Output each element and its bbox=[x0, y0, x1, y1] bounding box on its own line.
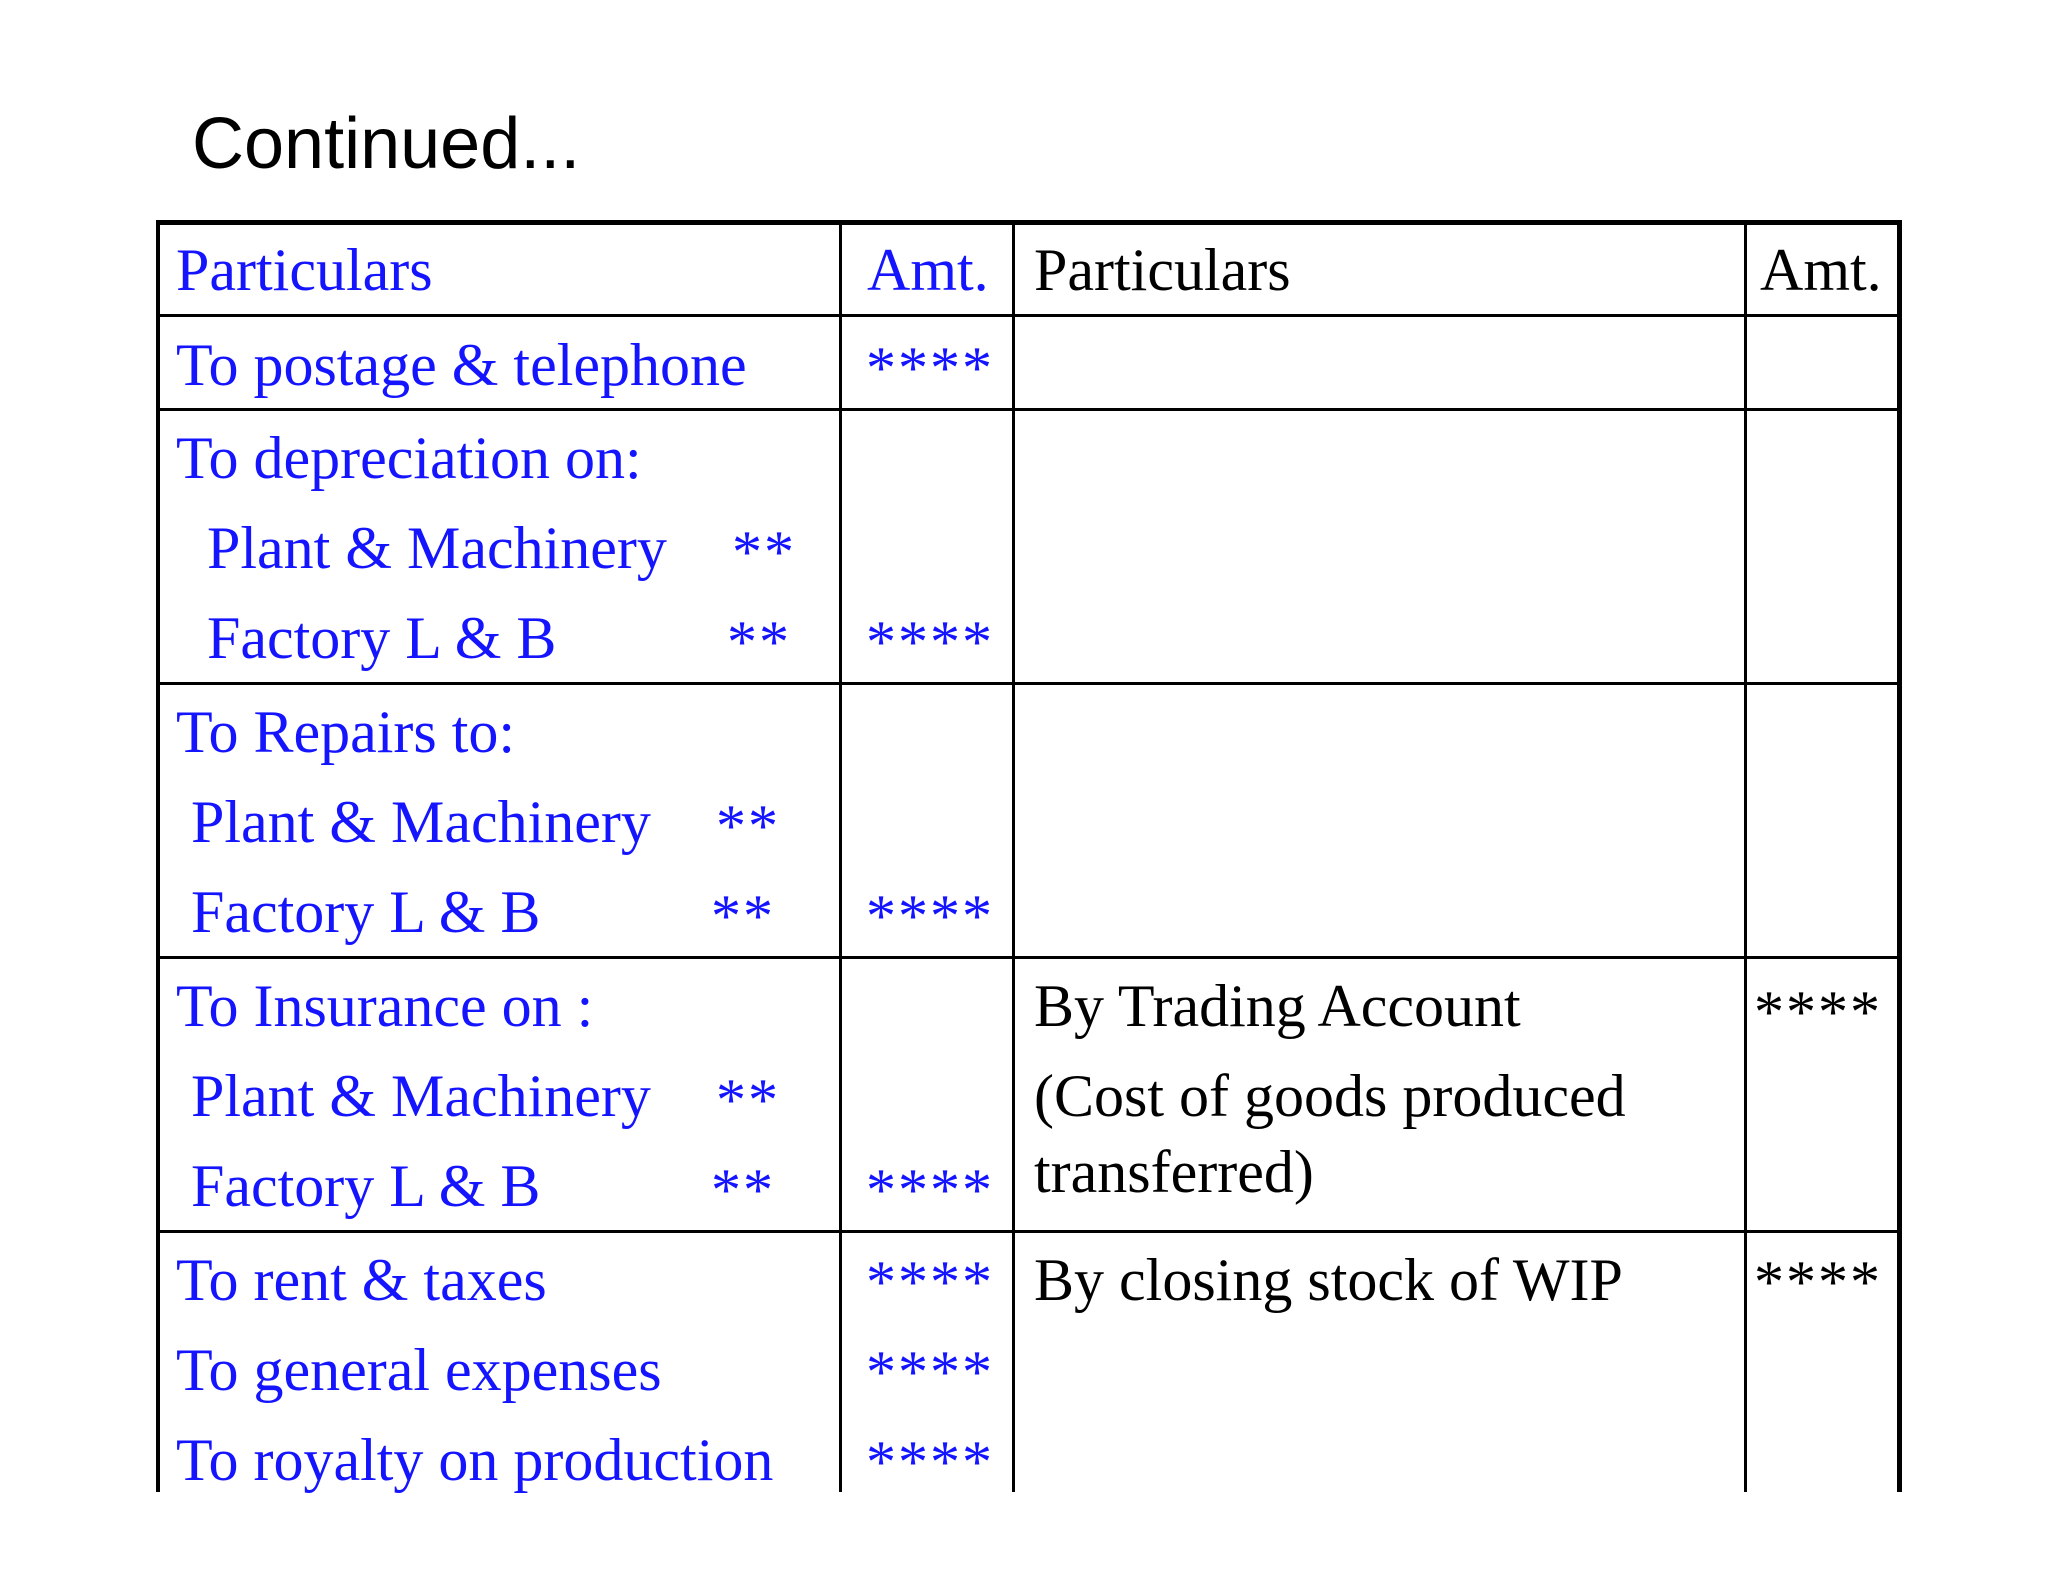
table-top-border bbox=[156, 220, 1902, 225]
row-depreciation-total: **** bbox=[866, 609, 994, 675]
slide-title: Continued... bbox=[192, 104, 581, 184]
row-repairs-plant-amount: ** bbox=[716, 793, 780, 859]
row-depreciation-heading: To depreciation on: bbox=[176, 425, 642, 491]
row-trading-account-note-1: (Cost of goods produced bbox=[1034, 1063, 1626, 1129]
row-divider-3 bbox=[156, 956, 1902, 959]
row-trading-account-label: By Trading Account bbox=[1034, 973, 1521, 1039]
row-rent-label: To rent & taxes bbox=[176, 1247, 547, 1313]
row-royalty-amount: **** bbox=[866, 1429, 994, 1495]
row-postage-amount: **** bbox=[866, 335, 994, 401]
row-insurance-plant-amount: ** bbox=[716, 1067, 780, 1133]
row-repairs-total: **** bbox=[866, 883, 994, 949]
row-rent-amount: **** bbox=[866, 1249, 994, 1315]
manufacturing-account-table bbox=[156, 220, 1902, 1495]
header-debit-particulars: Particulars bbox=[176, 237, 433, 303]
row-divider-1 bbox=[156, 408, 1902, 411]
row-insurance-factory-label: Factory L & B bbox=[191, 1153, 541, 1219]
header-credit-particulars: Particulars bbox=[1034, 237, 1291, 303]
row-divider-2 bbox=[156, 682, 1902, 685]
row-royalty-label: To royalty on production bbox=[176, 1427, 774, 1493]
row-general-expenses-amount: **** bbox=[866, 1339, 994, 1405]
row-repairs-heading: To Repairs to: bbox=[176, 699, 516, 765]
row-insurance-heading: To Insurance on : bbox=[176, 973, 594, 1039]
row-repairs-plant-label: Plant & Machinery bbox=[191, 789, 651, 855]
row-insurance-factory-amount: ** bbox=[711, 1157, 775, 1223]
row-insurance-total: **** bbox=[866, 1157, 994, 1223]
row-depreciation-plant-label: Plant & Machinery bbox=[207, 515, 667, 581]
row-trading-account-note-2: transferred) bbox=[1034, 1139, 1314, 1205]
row-closing-stock-amount: **** bbox=[1754, 1249, 1882, 1315]
row-divider-4 bbox=[156, 1230, 1902, 1233]
row-repairs-factory-amount: ** bbox=[711, 883, 775, 949]
header-debit-amount: Amt. bbox=[867, 237, 989, 303]
row-closing-stock-label: By closing stock of WIP bbox=[1034, 1247, 1623, 1313]
row-divider-header bbox=[156, 314, 1902, 317]
row-repairs-factory-label: Factory L & B bbox=[191, 879, 541, 945]
row-general-expenses-label: To general expenses bbox=[176, 1337, 662, 1403]
row-depreciation-factory-label: Factory L & B bbox=[207, 605, 557, 671]
header-credit-amount: Amt. bbox=[1760, 237, 1882, 303]
row-insurance-plant-label: Plant & Machinery bbox=[191, 1063, 651, 1129]
row-depreciation-factory-amount: ** bbox=[727, 609, 791, 675]
row-postage-label: To postage & telephone bbox=[176, 332, 747, 398]
row-depreciation-plant-amount: ** bbox=[732, 519, 796, 585]
row-trading-account-amount: **** bbox=[1754, 979, 1882, 1045]
